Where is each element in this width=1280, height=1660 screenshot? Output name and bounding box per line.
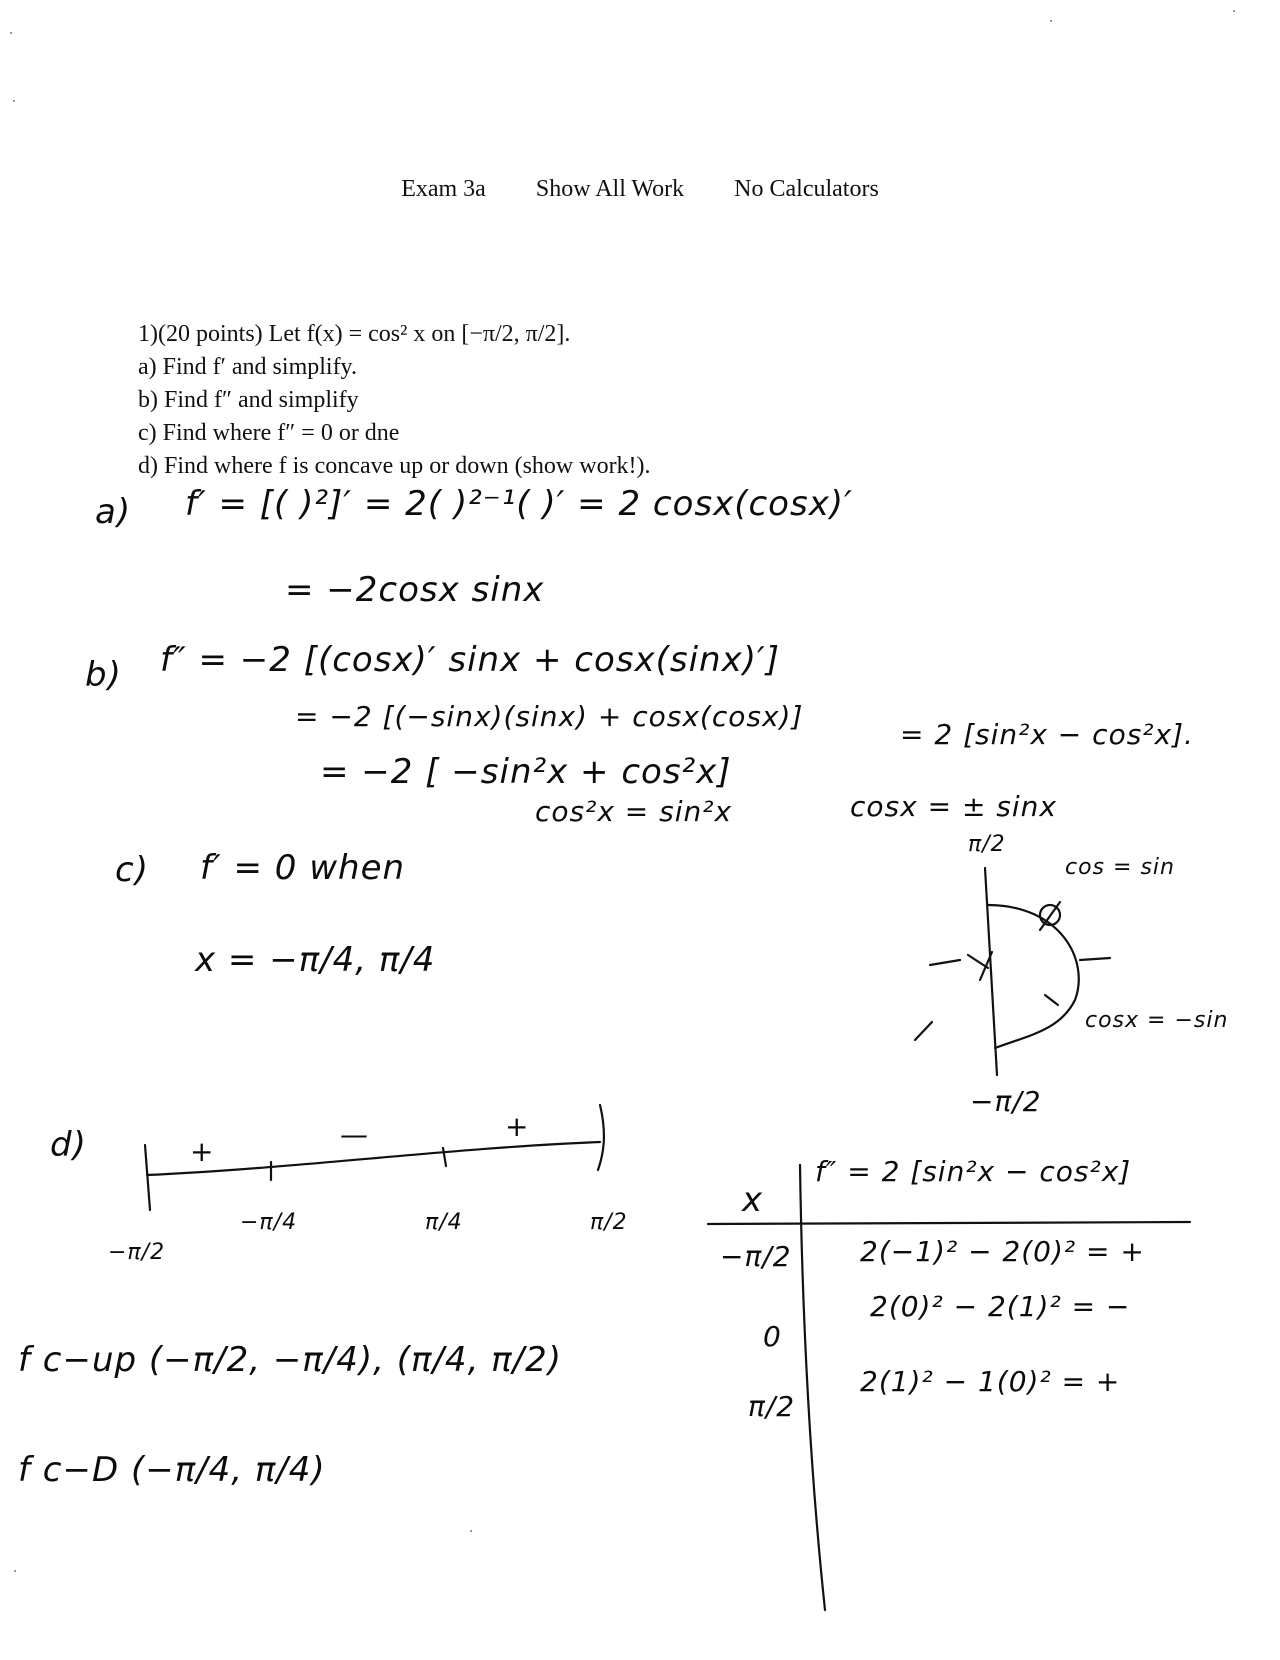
work-c-label: c): [115, 850, 149, 890]
table-row-x: −π/2: [720, 1240, 792, 1273]
number-line-tick-3: π/4: [425, 1210, 463, 1235]
exam-title: Exam 3a: [401, 176, 486, 202]
exam-header: [0, 176, 1280, 203]
table-row-val: 2(0)² − 2(1)² = −: [870, 1290, 1131, 1323]
number-line-sign-3: +: [505, 1110, 530, 1143]
circle-vertical-axis: [985, 868, 997, 1075]
number-line-left-end: [145, 1145, 150, 1210]
work-b-line2: = −2 [(−sinx)(sinx) + cosx(cosx)]: [295, 700, 804, 733]
table-vertical-rule: [800, 1165, 825, 1610]
table-horizontal-rule: [708, 1222, 1190, 1224]
work-d-label: d): [50, 1125, 87, 1165]
table-row-x: π/2: [748, 1390, 796, 1423]
work-a-label: a): [95, 492, 132, 532]
work-c-line2: x = −π/4, π/4: [195, 940, 436, 980]
number-line-tick-4: π/2: [590, 1210, 628, 1235]
concave-down-result: f c−D (−π/4, π/4): [18, 1450, 326, 1490]
table-x-header: x: [742, 1180, 764, 1220]
number-line-sign-2: —: [340, 1118, 369, 1151]
number-line-sign-1: +: [190, 1135, 215, 1168]
problem-part-d: d) Find where f is concave up or down (show work!).: [138, 453, 651, 479]
circle-bottom-label: −π/2: [970, 1085, 1042, 1118]
circle-point-marker: [1040, 905, 1060, 925]
work-b-line3b: cosx = ± sinx: [850, 790, 1057, 823]
problem-part-b: b) Find f″ and simplify: [138, 387, 359, 413]
table-row-val: 2(−1)² − 2(0)² = +: [860, 1235, 1145, 1268]
circle-eq-cos-neg-sin: cosx = −sin: [1085, 1008, 1229, 1033]
work-c-line1: f′ = 0 when: [200, 848, 406, 888]
number-line-tick-1: −π/2: [108, 1240, 166, 1265]
problem-part-a: a) Find f′ and simplify.: [138, 354, 357, 380]
table-row-val: 2(1)² − 1(0)² = +: [860, 1365, 1121, 1398]
number-line-tick-2: −π/4: [240, 1210, 298, 1235]
table-f-header: f″ = 2 [sin²x − cos²x]: [815, 1155, 1132, 1188]
circle-eq-cos-sin: cos = sin: [1065, 855, 1175, 880]
number-line: [147, 1142, 600, 1175]
problem-part-c: c) Find where f″ = 0 or dne: [138, 420, 400, 446]
work-c-line1b: cos²x = sin²x: [535, 795, 733, 828]
circle-top-label: π/2: [968, 832, 1006, 857]
work-b-line1: f″ = −2 [(cosx)′ sinx + cosx(sinx)′]: [160, 640, 780, 680]
problem-statement: [138, 318, 651, 483]
work-b-line2b: = 2 [sin²x − cos²x].: [900, 718, 1194, 751]
exam-instruction-work: Show All Work: [535, 176, 685, 202]
exam-instruction-calc: No Calculators: [734, 176, 879, 202]
work-b-line3: = −2 [ −sin²x + cos²x]: [320, 752, 732, 792]
work-a-line2: = −2cosx sinx: [285, 570, 545, 610]
table-row-x: 0: [763, 1320, 782, 1353]
problem-intro: 1)(20 points) Let f(x) = cos² x on [−π/2, π/2].: [138, 321, 571, 347]
work-b-label: b): [85, 655, 122, 695]
circle-arc: [988, 905, 1079, 1048]
number-line-right-end: [598, 1105, 604, 1170]
work-a-line1: f′ = [( )²]′ = 2( )²⁻¹( )′ = 2 cosx(cosx)′: [185, 484, 853, 524]
concave-up-result: f c−up (−π/2, −π/4), (π/4, π/2): [18, 1340, 563, 1380]
